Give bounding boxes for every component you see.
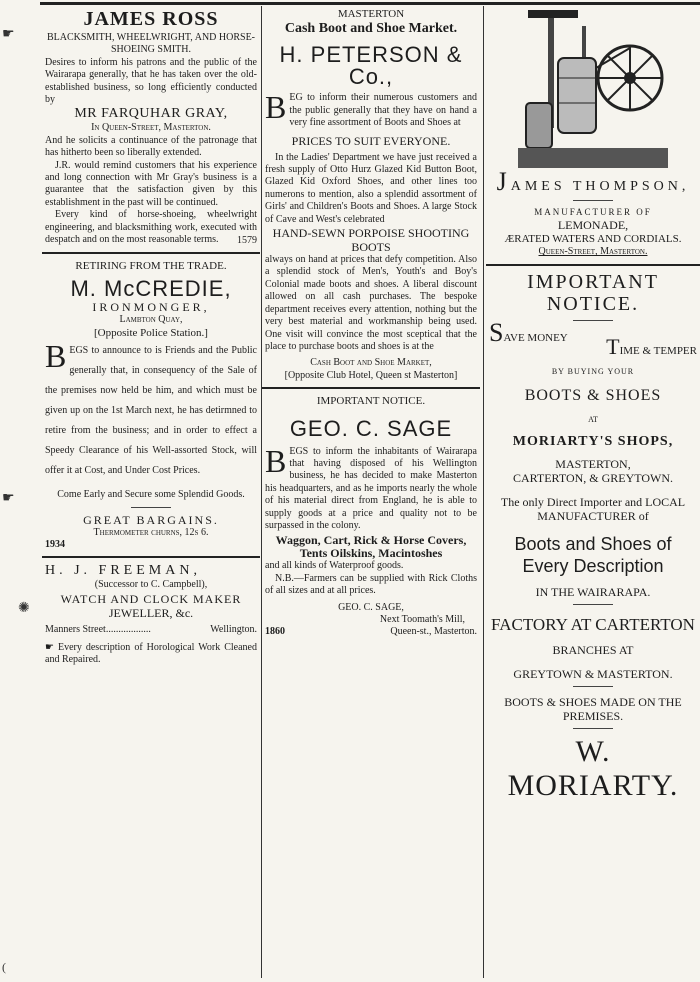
ross-ad [42,8,260,247]
moriarty-towns-1: MASTERTON, [555,456,631,471]
moriarty-at: AT [588,415,598,425]
top-rule [40,2,700,5]
divider [262,387,480,389]
moriarty-name: W. MORIARTY. [507,734,679,802]
moriarty-save [489,317,568,358]
dropcap: S [489,317,504,347]
mccredie-come-early: Come Early and Secure some Splendid Goods. [57,489,245,501]
sage-covers: Waggon, Cart, Rick & Horse Covers, Tents Oilskins, Macintoshes [275,533,467,561]
pointing-hand-icon: ☛ [45,641,58,653]
freeman-ad [42,563,260,666]
mccredie-ad [42,260,260,551]
mccredie-code: 1934 [45,538,65,550]
sage-addr-1: Next Toomath's Mill, [379,614,465,625]
moriarty-towns-2: CARTERTON, & GREYTOWN. [512,470,674,485]
moriarty-factory: FACTORY AT CARTERTON [491,614,695,634]
moriarty-save-text: AVE MONEY [503,331,568,344]
ross-work: Every kind of horse-shoeing, wheelwright engineering, and blacksmithing work, executed with despatch and on the most reasonable terms. [45,209,257,246]
sage-name: GEO. C. SAGE [289,415,453,441]
dropcap: T [606,333,620,359]
peterson-prices: PRICES TO SUIT EVERYONE. [291,133,451,148]
thompson-ad [486,8,700,259]
mccredie-address: Lambton Quay, [119,314,183,326]
sage-body-text: EGS to inform the inhabitants of Wairarapa that having disposed of his Wellington business, he has decided to make Masterton his headquarters, and as he imports nearly the whole of his material direct from England, he is able to supply goods at a price and quality not to be surpassed in the colony. [265,445,477,531]
moriarty-buying: BY BUYING YOUR [551,366,635,376]
column-2 [262,8,480,978]
ross-trade: BLACKSMITH, WHEELWRIGHT, AND HORSE-SHOEING SMITH. [46,32,256,56]
pointing-hand-icon: ☛ [2,27,15,42]
peterson-porpoise: HAND-SEWN PORPOISE SHOOTING BOOTS [272,226,470,255]
ross-intro: Desires to inform his patrons and the public of the Wairarapa generally, that he has taken over the old-established business, so long efficiently conducted by [45,56,257,106]
moriarty-time-text: IME & TEMPER [619,344,697,357]
divider [42,556,260,558]
peterson-body: always on hand at prices that defy competition. Also a splendid stock of Men's, Youth's and Boy's Colonial made boots and shoes. A liberal discount allowed on all cash purchases. The bespoke department receives every attention, nothing but the very best material and workmanship being used. One visit will convince the most sceptical that the place to purchase boots and shoes is at the [265,254,477,352]
freeman-street: Manners Street.................. [45,623,151,635]
separator [131,507,171,508]
freeman-trade-2: JEWELLER, &c. [108,605,194,620]
mccredie-trade: IRONMONGER, [92,300,210,315]
column-rule-right [483,6,484,978]
freeman-note [45,642,257,667]
moriarty-boots-every: Boots and Shoes of Every Description [514,533,672,576]
ross-experience: J.R. would remind customers that his experience and long connection with Mr Gray's business is a guarantee that the satisfaction given by this establishment in the past will be continued. [45,159,257,208]
freeman-successor: (Successor to C. Campbell), [94,579,208,591]
separator [573,200,613,201]
divider [486,264,700,266]
margin-mark: ( [2,960,6,974]
separator [573,728,613,729]
moriarty-save-row [489,317,697,359]
moriarty-importer: The only Direct Importer and LOCAL MANUFACTURER of [500,494,686,523]
freeman-name: H. J. FREEMAN, [45,563,201,579]
separator [573,320,613,321]
sage-footer [265,626,477,638]
mccredie-body [45,338,257,481]
moriarty-in: IN THE WAIRARAPA. [535,584,651,599]
separator [573,604,613,605]
ornament-icon: ✺ [18,601,30,616]
dropcap: B [265,89,287,126]
sage-addr-2: Queen-st., Masterton. [390,626,477,638]
sage-nb: N.B.—Farmers can be supplied with Rick Cloths of all sizes and at all prices. [265,572,477,597]
moriarty-shops: MORIARTY'S SHOPS, [512,433,674,449]
peterson-ad [262,8,480,382]
sage-code: 1860 [265,626,285,638]
thompson-product-1: LEMONADE, [557,218,629,233]
sage-heading: IMPORTANT NOTICE. [316,395,426,408]
mccredie-churns: Thermometer churns, 12s 6. [93,526,209,538]
moriarty-ad [486,271,700,803]
mccredie-heading: RETIRING FROM THE TRADE. [75,259,227,272]
column-1 [42,8,260,978]
moriarty-heading: IMPORTANT NOTICE. [527,270,659,315]
freeman-town: Wellington. [210,623,257,635]
mccredie-name: M. McCREDIE, [70,276,232,302]
sage-all-kinds: and all kinds of Waterproof goods. [265,560,404,572]
dropcap: B [265,442,287,479]
thompson-name-text: AMES THOMPSON, [510,179,690,194]
moriarty-boots: BOOTS & SHOES [524,387,662,405]
ross-prev-owner: MR FARQUHAR GRAY, [74,106,228,122]
divider [42,252,260,254]
freeman-trade-1: WATCH AND CLOCK MAKER [60,591,242,606]
mccredie-opposite: [Opposite Police Station.] [94,326,208,339]
ross-code: 1579 [237,234,257,246]
freeman-note-text: Every description of Horological Work Cleaned and Repaired. [45,641,257,666]
moriarty-branch-towns: GREYTOWN & MASTERTON. [513,666,673,681]
separator [573,686,613,687]
sage-ad [262,395,480,638]
moriarty-time [606,326,697,358]
sage-body [265,442,477,533]
dropcap: J [496,167,511,196]
thompson-product-2: ÆRATED WATERS AND CORDIALS. [504,233,682,246]
peterson-intro-text: EG to inform their numerous customers and the public generally that they have on hand a very fine assortment of Boots and Shoes at [289,92,477,129]
peterson-name: H. PETERSON & Co., [279,42,463,90]
peterson-sig-1: Cash Boot and Shoe Market, [310,357,432,369]
thompson-name [489,167,697,196]
thompson-address: Queen-Street, Masterton. [538,246,648,258]
moriarty-branches: BRANCHES AT [552,642,634,657]
ross-name: JAMES ROSS [83,8,219,30]
peterson-ladies: In the Ladies' Department we have just received a fresh supply of Otto Hurz Glazed Kid Button Boot, Glazed Kid Oxford Shoes, and other lines too numerons to mention, also a splendid assortment of Girls' and Children's Boots and Shoes. A large Stock of Cave and West's celebrated [265,151,477,225]
sage-sig: GEO. C. SAGE, [338,601,404,613]
peterson-market: Cash Boot and Shoe Market. [284,21,458,37]
mccredie-body-text: EGS to announce to is Friends and the Public generally that, in consequency of the Sale of the premises now held be him, and which must be given up on the 1st March next, he has detirmned to retire from the business; and in order to effect a Speedy Clearance of his Well-assorted Stock, will offer it at Cost, and Under Cost Prices. [45,345,257,477]
lemonade-machine-illustration [518,8,668,178]
pointing-hand-icon: ☛ [2,491,15,506]
column-3 [486,8,700,978]
dropcap: B [45,338,67,375]
ross-patronage: And he solicits a continuance of the patronage that has hitherto been so liberally extended. [45,134,257,159]
mccredie-bargains: GREAT BARGAINS. [83,512,219,527]
thompson-role: MANUFACTURER OF [534,207,652,217]
peterson-town: MASTERTON [337,8,405,20]
peterson-intro [265,89,477,129]
moriarty-made: BOOTS & SHOES MADE ON THE PREMISES. [504,694,682,723]
ross-location: In Queen-Street, Masterton. [91,122,211,134]
peterson-sig-2: [Opposite Club Hotel, Queen st Masterton] [284,369,458,381]
freeman-address [45,624,257,636]
